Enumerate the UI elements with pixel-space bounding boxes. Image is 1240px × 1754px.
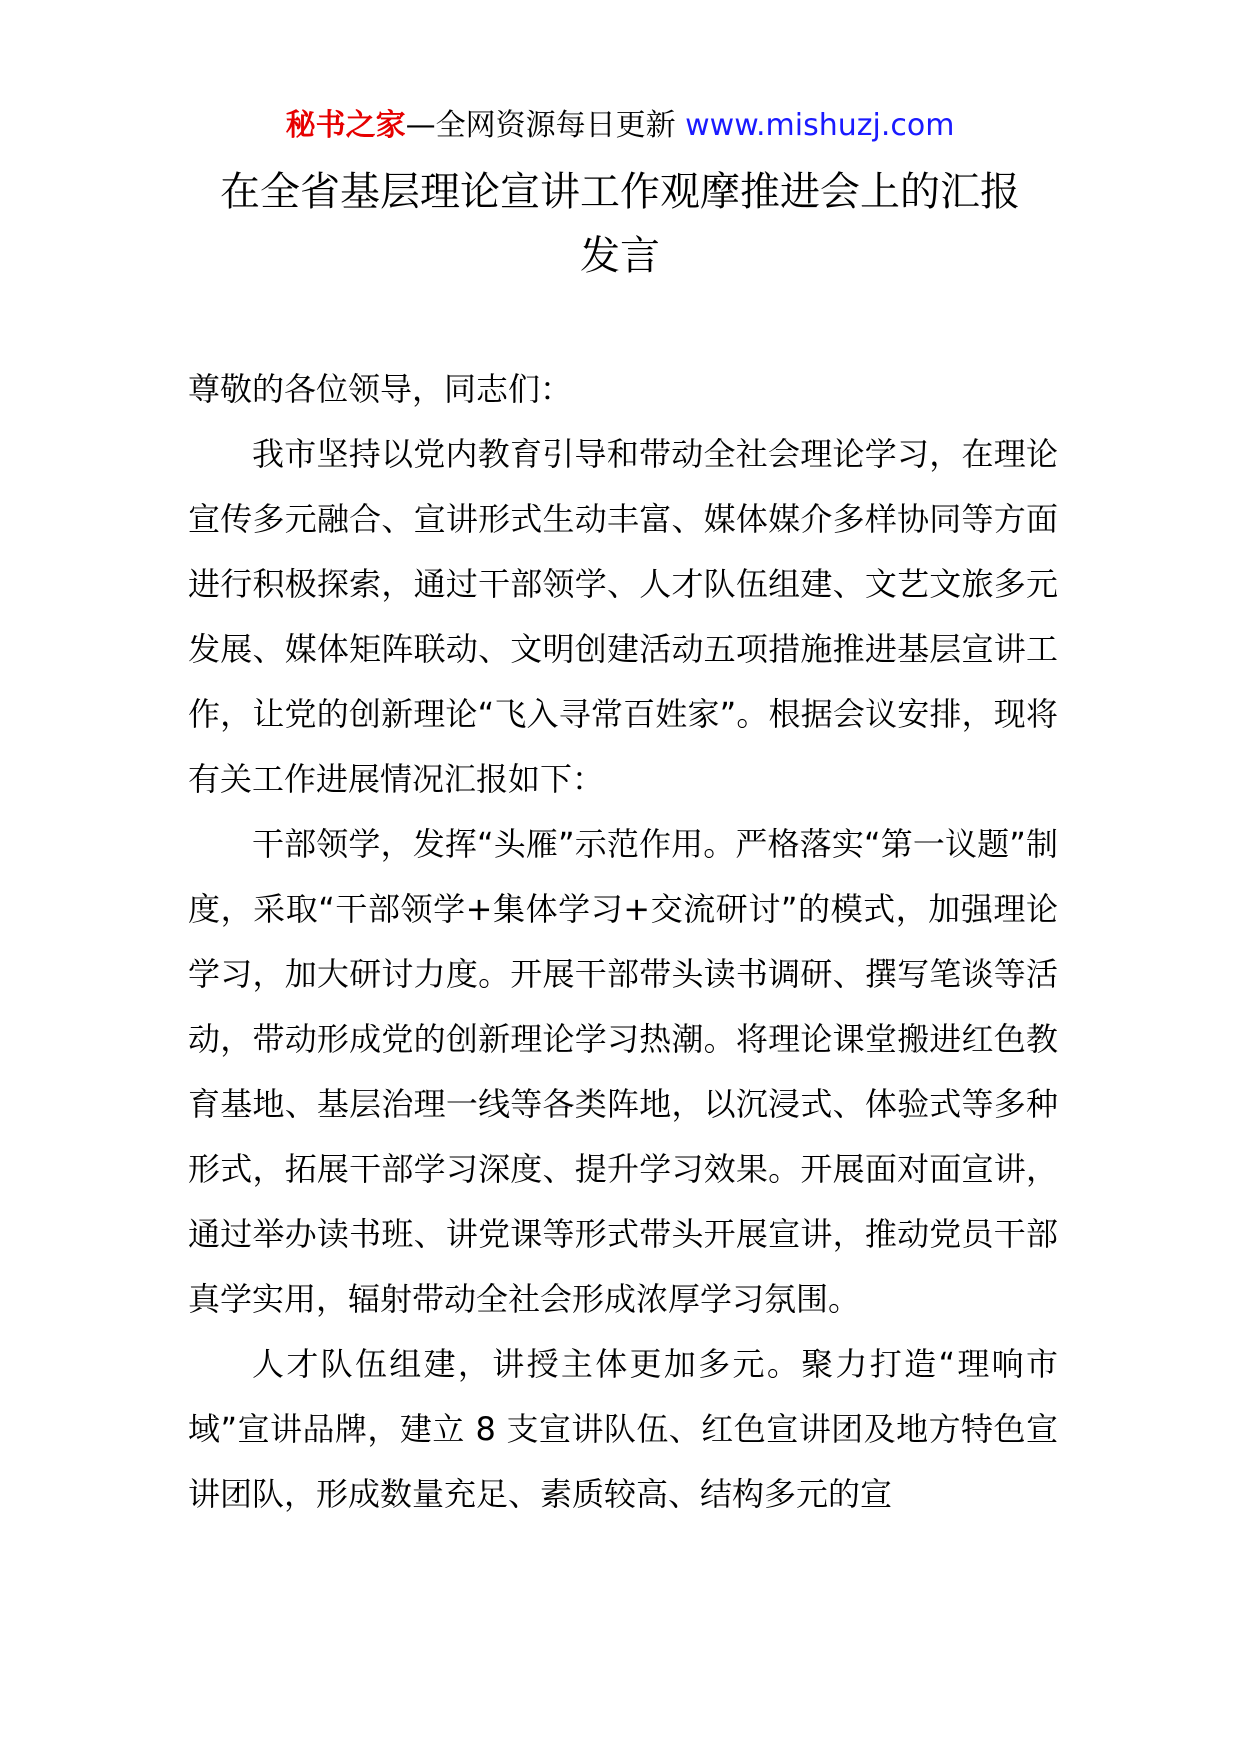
site-header <box>0 104 1240 148</box>
document-body <box>188 357 1058 1527</box>
header-tagline: —全网资源每日更新 <box>405 108 686 143</box>
site-url-link[interactable]: www.mishuzj.com <box>685 108 955 143</box>
title-line-2: 发言 <box>580 233 660 279</box>
paragraph-intro: 我市坚持以党内教育引导和带动全社会理论学习，在理论宣传多元融合、宣讲形式生动丰富、媒体媒介多样协同等方面进行积极探索，通过干部领学、人才队伍组建、文艺文旅多元发展、媒体矩阵联动、文明创建活动五项措施推进基层宣讲工作，让党的创新理论“飞入寻常百姓家”。根据会议安排，现将有关工作进展情况汇报如下： <box>188 435 1058 798</box>
title-line-1: 在全省基层理论宣讲工作观摩推进会上的汇报 <box>220 169 1020 215</box>
document-title <box>180 160 1060 288</box>
paragraph-cadre-learning: 干部领学，发挥“头雁”示范作用。严格落实“第一议题”制度，采取“干部领学+集体学习+交流研讨”的模式，加强理论学习，加大研讨力度。开展干部带头读书调研、撰写笔谈等活动，带动形成党的创新理论学习热潮。将理论课堂搬进红色教育基地、基层治理一线等各类阵地，以沉浸式、体验式等多种形式，拓展干部学习深度、提升学习效果。开展面对面宣讲，通过举办读书班、讲党课等形式带头开展宣讲，推动党员干部真学实用，辐射带动全社会形成浓厚学习氛围。 <box>188 825 1058 1318</box>
salutation: 尊敬的各位领导，同志们： <box>188 370 573 408</box>
brand-name: 秘书之家 <box>285 108 406 143</box>
paragraph-talent-team: 人才队伍组建，讲授主体更加多元。聚力打造“理响市域”宣讲品牌，建立 8 支宣讲队伍、红色宣讲团及地方特色宣讲团队，形成数量充足、素质较高、结构多元的宣 <box>188 1345 1058 1513</box>
